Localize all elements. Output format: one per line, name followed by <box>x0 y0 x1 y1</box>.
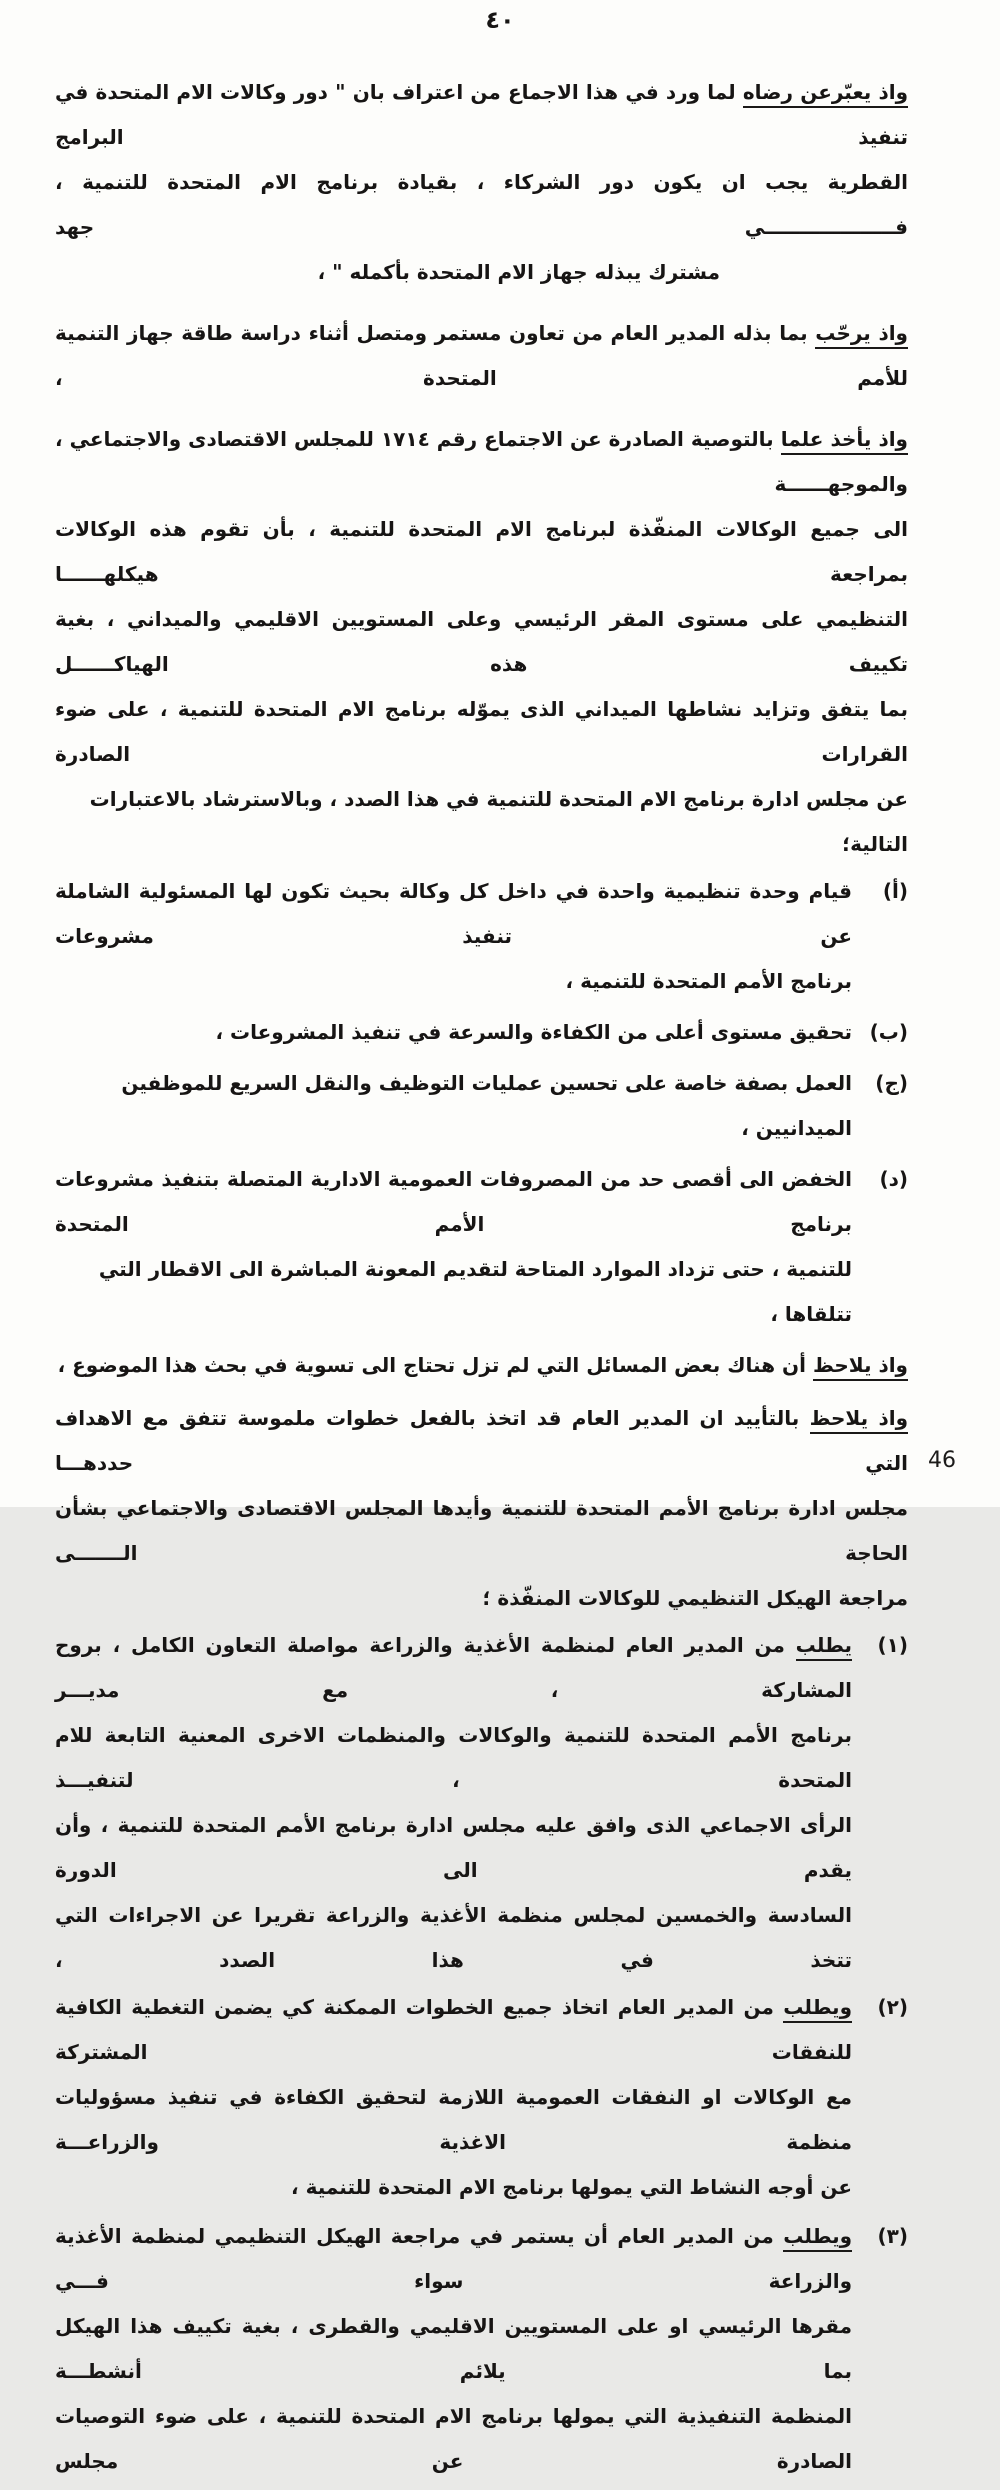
operative-clause-3 <box>55 2214 908 2484</box>
item-marker: (أ) <box>882 879 908 903</box>
clause-item-alif <box>55 869 908 1004</box>
clause-item-ba <box>55 1010 908 1055</box>
text-line <box>55 2214 852 2304</box>
text-line: برنامج الأمم المتحدة للتنمية والوكالات والمنظمات الاخرى المعنية التابعة للام المتحدة ، لتنفيـــذ <box>55 1723 852 1792</box>
paragraph-takes-note <box>55 417 908 867</box>
page-number-top: ٤٠ <box>485 6 515 34</box>
underlined-lead: ويطلب <box>783 1995 852 2023</box>
text-line <box>55 417 908 507</box>
text-line <box>55 70 908 160</box>
text-line: للتنمية ، حتى تزداد الموارد المتاحة لتقديم المعونة المباشرة الى الاقطار التي تتلقاها ، <box>98 1257 852 1326</box>
document-body <box>55 70 908 2490</box>
text-line: مجلس ادارة برنامج الأمم المتحدة للتنمية وأيدها المجلس الاقتصادى والاجتماعي بشأن الحاجة الـــــــى <box>55 1496 908 1565</box>
item-marker: (ب) <box>869 1020 908 1044</box>
item-marker: (ج) <box>875 1071 908 1095</box>
operative-clause-2 <box>55 1985 908 2210</box>
text-line: المنظمة التنفيذية التي يمولها برنامج الام المتحدة للتنمية ، على ضوء التوصيات الصادرة عن مجلس <box>55 2404 852 2473</box>
clause-item-dal <box>55 1157 908 1337</box>
text-line <box>55 1396 908 1486</box>
text-line: مشترك يبذله جهاز الام المتحدة بأكمله " ، <box>317 260 720 284</box>
underlined-lead: ويطلب <box>783 2224 852 2252</box>
text-line: تحقيق مستوى أعلى من الكفاءة والسرعة في تنفيذ المشروعات ، <box>215 1020 852 1044</box>
text-line: عن مجلس ادارة برنامج الام المتحدة للتنمية في هذا الصدد ، وبالاسترشاد بالاعتبارات التالية؛ <box>89 787 908 856</box>
item-marker: (١) <box>877 1633 908 1657</box>
line-rest: بالتوصية الصادرة عن الاجتماع رقم ١٧١٤ للمجلس الاقتصادى والاجتماعي ، والموجهــــــة <box>55 427 908 496</box>
line-rest: من المدير العام لمنظمة الأغذية والزراعة مواصلة التعاون الكامل ، بروح المشاركة ، مع مديـــر <box>55 1633 852 1702</box>
underlined-lead: واذ يلاحظ <box>813 1353 908 1381</box>
paragraph-notes-issues <box>55 1343 908 1388</box>
paragraph-welcomes <box>55 311 908 401</box>
text-line: السادسة والخمسين لمجلس منظمة الأغذية والزراعة تقريرا عن الاجراءات التي تتخذ في هذا الصدد ، <box>55 1903 852 1972</box>
text-line <box>55 1623 852 1713</box>
line-rest: بما بذله المدير العام من تعاون مستمر ومتصل أثناء دراسة طاقة جهاز التنمية للأمم المتحدة ، <box>55 321 908 390</box>
text-line: العمل بصفة خاصة على تحسين عمليات التوظيف والنقل السريع للموظفين الميدانيين ، <box>121 1071 852 1140</box>
text-line: مراجعة الهيكل التنظيمي للوكالات المنفّذة ؛ <box>482 1586 908 1610</box>
line-rest: لما ورد في هذا الاجماع من اعتراف بان " دور وكالات الام المتحدة في تنفيذ البرامج <box>55 80 908 149</box>
underlined-lead: واذ يعبّرعن رضاه <box>743 80 908 108</box>
line-rest: من المدير العام اتخاذ جميع الخطوات الممكنة كي يضمن التغطية الكافية للنفقات المشتركة <box>55 1995 852 2064</box>
item-marker: (د) <box>879 1167 908 1191</box>
text-line: الخفض الى أقصى حد من المصروفات العمومية الادارية المتصلة بتنفيذ مشروعات برنامج الأمم المتحدة <box>55 1167 852 1236</box>
text-line: الرأى الاجماعي الذى وافق عليه مجلس ادارة برنامج الأمم المتحدة للتنمية ، وأن يقدم الى الدورة <box>55 1813 852 1882</box>
item-marker: (٣) <box>877 2224 908 2248</box>
underlined-lead: يطلب <box>796 1633 852 1661</box>
text-line: عن أوجه النشاط التي يمولها برنامج الام المتحدة للتنمية ، <box>291 2175 852 2199</box>
text-line <box>55 311 908 401</box>
paragraph-satisfaction <box>55 70 908 295</box>
paragraph-notes-approval <box>55 1396 908 1621</box>
text-line: التنظيمي على مستوى المقر الرئيسي وعلى المستويين الاقليمي والميداني ، بغية تكييف هذه الهياكــــــل <box>55 607 908 676</box>
text-line: قيام وحدة تنظيمية واحدة في داخل كل وكالة بحيث تكون لها المسئولية الشاملة عن تنفيذ مشروعات <box>55 879 852 948</box>
text-line: مقرها الرئيسي او على المستويين الاقليمي والقطرى ، بغية تكييف هذا الهيكل بما يلائم أنشطـــة <box>55 2314 852 2383</box>
text-line <box>55 1985 852 2075</box>
line-rest: أن هناك بعض المسائل التي لم تزل تحتاج الى تسوية في بحث هذا الموضوع ، <box>57 1353 806 1377</box>
text-line: الى جميع الوكالات المنفّذة لبرنامج الام المتحدة للتنمية ، بأن تقوم هذه الوكالات بمراجعة هيكلهــــــا <box>55 517 908 586</box>
text-line <box>55 1343 908 1388</box>
text-line: مع الوكالات او النفقات العمومية اللازمة لتحقيق الكفاءة في تنفيذ مسؤوليات منظمة الاغذية والزراعـــة <box>55 2085 852 2154</box>
underlined-lead: واذ يأخذ علما <box>781 427 908 455</box>
text-line: القطرية يجب ان يكون دور الشركاء ، بقيادة برنامج الام المتحدة للتنمية ، فـــــــــــــــــــي جهد <box>55 170 908 239</box>
text-line: برنامج الأمم المتحدة للتنمية ، <box>565 969 852 993</box>
item-marker: (٢) <box>877 1995 908 2019</box>
page-number-bottom: 46 <box>928 1448 956 1473</box>
text-line: بما يتفق وتزايد نشاطها الميداني الذى يموّله برنامج الام المتحدة للتنمية ، على ضوء القرارات الصادرة <box>55 697 908 766</box>
line-rest: بالتأييد ان المدير العام قد اتخذ بالفعل خطوات ملموسة تتفق مع الاهداف التي حددهـــا <box>55 1406 908 1475</box>
line-rest: من المدير العام أن يستمر في مراجعة الهيكل التنظيمي لمنظمة الأغذية والزراعة سواء فـــي <box>55 2224 852 2293</box>
underlined-lead: واذ يلاحظ <box>810 1406 908 1434</box>
operative-clause-1 <box>55 1623 908 1983</box>
underlined-lead: واذ يرحّب <box>815 321 908 349</box>
clause-item-jim <box>55 1061 908 1151</box>
